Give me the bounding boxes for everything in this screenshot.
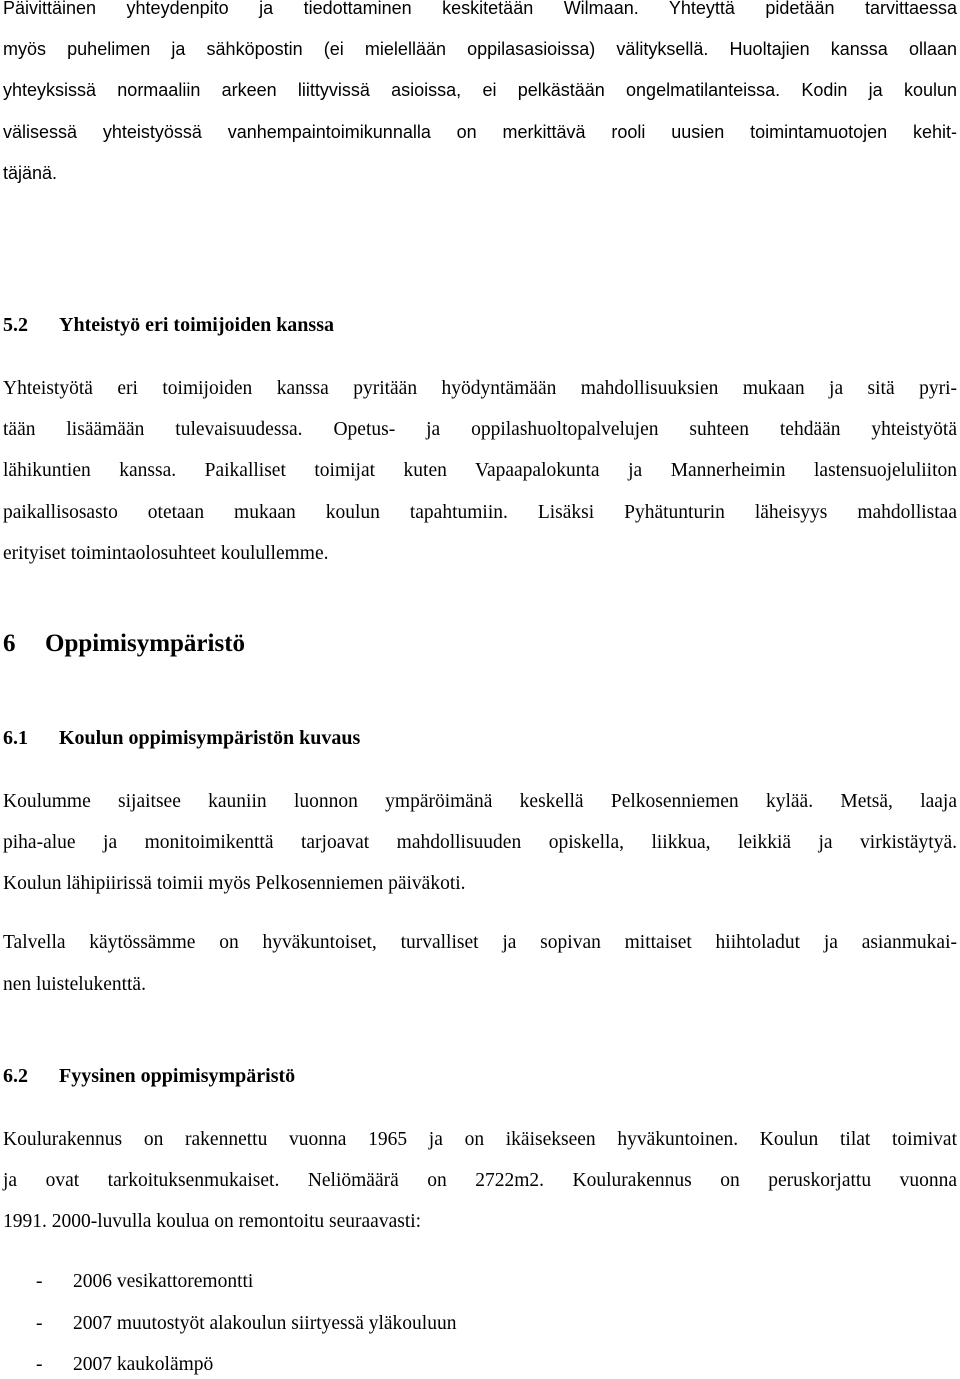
section-6-1-number: 6.1 (3, 727, 28, 749)
list-dash: - (36, 1313, 43, 1334)
list-item (36, 1353, 213, 1377)
section-6-1-heading (3, 726, 360, 750)
section-5-2-line-2: tään lisäämään tulevaisuudessa. Opetus- ja oppilashuoltopalvelujen suhteen tehdään yhteistyötä (3, 419, 957, 440)
chapter-6-heading (3, 629, 245, 659)
list-dash: - (36, 1271, 43, 1292)
section-6-1-p1-line-3: Koulun lähipiirissä toimii myös Pelkosenniemen päiväkoti. (3, 873, 466, 894)
chapter-6-title: Oppimisympäristö (45, 630, 246, 657)
chapter-6-number: 6 (3, 630, 16, 657)
section-6-2-title: Fyysinen oppimisympäristö (59, 1065, 296, 1087)
intro-line-1: Päivittäinen yhteydenpito ja tiedottaminen keskitetään Wilmaan. Yhteyttä pidetään tarvittaessa (3, 0, 957, 18)
section-5-2-title: Yhteistyö eri toimijoiden kanssa (59, 314, 334, 336)
list-item (36, 1312, 456, 1336)
section-6-2-number: 6.2 (3, 1065, 28, 1087)
section-5-2-heading (3, 313, 334, 337)
section-6-1-p1-line-1: Koulumme sijaitsee kauniin luonnon ympäröimänä keskellä Pelkosenniemen kylää. Metsä, laaja (3, 791, 957, 812)
list-item-text: 2007 kaukolämpö (73, 1354, 214, 1375)
section-6-1-title: Koulun oppimisympäristön kuvaus (59, 727, 361, 749)
section-6-1-p1-line-2: piha-alue ja monitoimikenttä tarjoavat mahdollisuuden opiskella, liikkua, leikkiä ja virkistäytyä. (3, 832, 957, 853)
section-5-2-line-5: erityiset toimintaolosuhteet koulullemme. (3, 543, 329, 564)
intro-line-5: täjänä. (3, 163, 58, 183)
section-5-2-number: 5.2 (3, 314, 28, 336)
section-5-2-line-4: paikallisosasto otetaan mukaan koulun tapahtumiin. Lisäksi Pyhätunturin läheisyys mahdollistaa (3, 502, 957, 523)
section-6-2-line-2: ja ovat tarkoituksenmukaiset. Neliömäärä on 2722m2. Koulurakennus on peruskorjattu vuonna (3, 1170, 957, 1191)
intro-line-2: myös puhelimen ja sähköpostin (ei mielellään oppilasasioissa) välityksellä. Huoltajien kanssa ollaan (3, 39, 957, 59)
list-item-text: 2006 vesikattoremontti (73, 1271, 254, 1292)
list-item-text: 2007 muutostyöt alakoulun siirtyessä yläkouluun (73, 1313, 457, 1334)
section-6-2-line-1: Koulurakennus on rakennettu vuonna 1965 ja on ikäisekseen hyväkuntoinen. Koulun tilat toimivat (3, 1129, 957, 1150)
section-6-1-p2-line-1: Talvella käytössämme on hyväkuntoiset, turvalliset ja sopivan mittaiset hiihtoladut ja asianmukai- (3, 932, 957, 953)
intro-line-3: yhteyksissä normaaliin arkeen liittyvissä asioissa, ei pelkästään ongelmatilanteissa. Kodin ja koulun (3, 80, 957, 100)
section-5-2-line-1: Yhteistyötä eri toimijoiden kanssa pyritään hyödyntämään mahdollisuuksien mukaan ja sitä pyri- (3, 378, 957, 399)
intro-line-4: välisessä yhteistyössä vanhempaintoimikunnalla on merkittävä rooli uusien toimintamuotojen kehit- (3, 122, 957, 142)
list-dash: - (36, 1354, 43, 1375)
section-5-2-line-3: lähikuntien kanssa. Paikalliset toimijat kuten Vapaapalokunta ja Mannerheimin lastensuojeluliiton (3, 460, 957, 481)
list-item (36, 1270, 253, 1294)
section-6-2-heading (3, 1064, 295, 1088)
section-6-2-line-3: 1991. 2000-luvulla koulua on remontoitu seuraavasti: (3, 1211, 422, 1232)
section-6-1-p2-line-2: nen luistelukenttä. (3, 974, 146, 995)
